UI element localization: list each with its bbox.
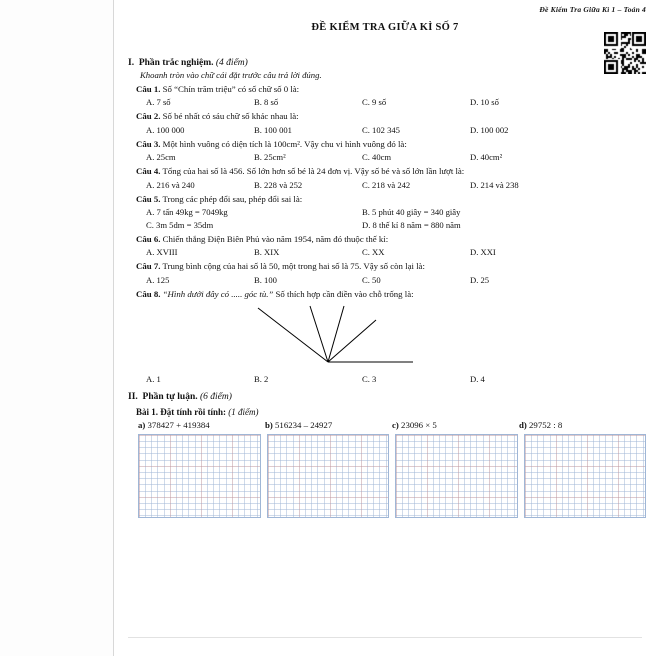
option-b[interactable]: B. 5 phút 40 giây = 340 giây	[362, 207, 461, 218]
option-a[interactable]: A. 216 và 240	[146, 179, 195, 190]
question-6-label: Câu 6.	[136, 233, 161, 244]
question-8-text: Số thích hợp cần điền vào chỗ trống là:	[275, 288, 414, 299]
question-4-text: Tổng của hai số là 456. Số lớn hơn số bé là 24 đơn vị. Vậy số bé và số lớn lần lượt là:	[162, 166, 465, 177]
page-margin-left	[0, 0, 113, 656]
section-1-instruction: Khoanh tròn vào chữ cái đặt trước câu trả lời đúng.	[140, 70, 322, 80]
option-c[interactable]: C. 9 số	[362, 97, 387, 108]
question-1-label: Câu 1.	[136, 84, 161, 94]
exercise-1-items	[138, 420, 646, 430]
calc-expr-a: 378427 + 419384	[147, 419, 210, 430]
question-7-text: Trung bình cộng của hai số là 50, một trong hai số là 75. Vậy số còn lại là:	[162, 261, 425, 272]
question-5-options-row2	[146, 220, 646, 230]
exercise-1-text: Đặt tính rồi tính:	[160, 406, 227, 417]
calc-letter-c: c)	[392, 419, 399, 430]
answer-grid-c[interactable]	[395, 434, 518, 518]
question-4-label: Câu 4.	[136, 166, 161, 177]
question-5-options-row1	[146, 207, 646, 217]
calc-item-d	[519, 420, 646, 430]
option-d[interactable]: D. 4	[470, 373, 485, 384]
question-3-label: Câu 3.	[136, 138, 161, 149]
option-d[interactable]: D. 10 số	[470, 97, 499, 108]
option-b[interactable]: B. 8 số	[254, 97, 279, 108]
option-c[interactable]: C. 3m 5dm = 35dm	[146, 219, 214, 230]
option-c[interactable]: C. 3	[362, 373, 377, 384]
option-a[interactable]: A. 7 số	[146, 97, 171, 108]
exercise-1-points: (1 điểm)	[228, 406, 259, 417]
option-b[interactable]: B. 25cm²	[254, 152, 286, 163]
answer-grid-b[interactable]	[267, 434, 390, 518]
question-6	[136, 234, 646, 245]
calc-letter-d: d)	[519, 419, 527, 430]
document-page	[113, 0, 656, 656]
option-b[interactable]: B. XIX	[254, 247, 280, 258]
section-1-title: Phần trắc nghiệm.	[138, 58, 214, 68]
question-2	[136, 111, 646, 122]
answer-grid-a[interactable]	[138, 434, 261, 518]
calc-letter-a: a)	[138, 419, 146, 430]
section-2-title: Phần tự luận.	[142, 391, 198, 402]
question-4-options	[146, 180, 646, 190]
option-d[interactable]: D. 214 và 238	[470, 179, 519, 190]
question-7-options	[146, 275, 646, 285]
question-7-label: Câu 7.	[136, 261, 161, 272]
section-1-roman: I.	[128, 58, 135, 68]
ray-2	[310, 306, 328, 362]
option-d[interactable]: D. XXI	[470, 247, 496, 258]
page-title: ĐỀ KIỂM TRA GIỮA KÌ SỐ 7	[311, 22, 459, 33]
question-5	[136, 194, 646, 205]
section-1-points: (4 điểm)	[215, 58, 248, 68]
option-a[interactable]: A. 25cm	[146, 152, 176, 163]
question-3-options	[146, 152, 646, 162]
option-a[interactable]: A. 1	[146, 373, 161, 384]
option-d[interactable]: D. 40cm²	[470, 152, 503, 163]
question-8	[136, 289, 646, 300]
footer-divider	[128, 637, 642, 638]
document-content	[128, 50, 646, 518]
option-a[interactable]: A. 100 000	[146, 124, 185, 135]
calc-expr-b: 516234 – 24927	[275, 419, 333, 430]
option-d[interactable]: D. 8 thế kỉ 8 năm = 880 năm	[362, 219, 461, 230]
question-4	[136, 166, 646, 177]
exercise-1-label: Bài 1.	[136, 406, 159, 417]
ray-1	[258, 308, 328, 362]
option-d[interactable]: D. 25	[470, 274, 490, 285]
question-2-text: Số bé nhất có sáu chữ số khác nhau là:	[162, 111, 299, 122]
question-6-text: Chiến thắng Điện Biên Phủ vào năm 1954, năm đó thuộc thế kỉ:	[162, 233, 389, 244]
question-8-options	[146, 374, 646, 384]
section-2-points: (6 điểm)	[199, 391, 232, 402]
option-b[interactable]: B. 100	[254, 274, 277, 285]
option-a[interactable]: A. 125	[146, 274, 170, 285]
question-1-text: Số “Chín trăm triệu” có số chữ số 0 là:	[162, 84, 300, 94]
option-c[interactable]: C. 40cm	[362, 152, 392, 163]
exercise-1-heading	[136, 407, 646, 417]
question-3	[136, 139, 646, 150]
option-d[interactable]: D. 100 002	[470, 124, 509, 135]
question-8-label: Câu 8.	[136, 288, 161, 299]
section-1-heading	[128, 58, 646, 68]
calc-expr-c: 23096 × 5	[401, 419, 437, 430]
question-3-text: Một hình vuông có diện tích là 100cm². Vậy chu vi hình vuông đó là:	[162, 138, 407, 149]
question-5-text: Trong các phép đổi sau, phép đổi sai là:	[162, 193, 303, 204]
calc-item-a	[138, 420, 265, 430]
ray-3	[328, 306, 344, 362]
section-2-heading	[128, 392, 646, 402]
option-b[interactable]: B. 2	[254, 373, 269, 384]
question-2-options	[146, 125, 646, 135]
question-8-quote: “Hình dưới đây có ..... góc tù.”	[162, 288, 274, 299]
question-7	[136, 261, 646, 272]
option-c[interactable]: C. 218 và 242	[362, 179, 411, 190]
calc-expr-d: 29752 : 8	[529, 419, 563, 430]
section-2-roman: II.	[128, 391, 138, 402]
option-c[interactable]: C. 102 345	[362, 124, 400, 135]
calc-item-c	[392, 420, 519, 430]
option-b[interactable]: B. 228 và 252	[254, 179, 303, 190]
angle-figure	[248, 300, 646, 372]
question-5-label: Câu 5.	[136, 193, 161, 204]
question-6-options	[146, 247, 646, 257]
question-1-options	[146, 97, 646, 107]
option-b[interactable]: B. 100 001	[254, 124, 292, 135]
calc-letter-b: b)	[265, 419, 273, 430]
calc-item-b	[265, 420, 392, 430]
option-c[interactable]: C. XX	[362, 247, 385, 258]
option-a[interactable]: A. XVIII	[146, 247, 178, 258]
option-c[interactable]: C. 50	[362, 274, 381, 285]
answer-grid-d[interactable]	[524, 434, 647, 518]
running-head: Đề Kiểm Tra Giữa Kì 1 – Toán 4	[539, 5, 646, 14]
angle-rays-svg	[248, 300, 428, 372]
answer-grids	[138, 434, 646, 518]
option-a[interactable]: A. 7 tấn 49kg = 7049kg	[146, 207, 228, 218]
ray-4	[328, 320, 376, 362]
question-1	[136, 84, 646, 95]
question-2-label: Câu 2.	[136, 111, 161, 122]
